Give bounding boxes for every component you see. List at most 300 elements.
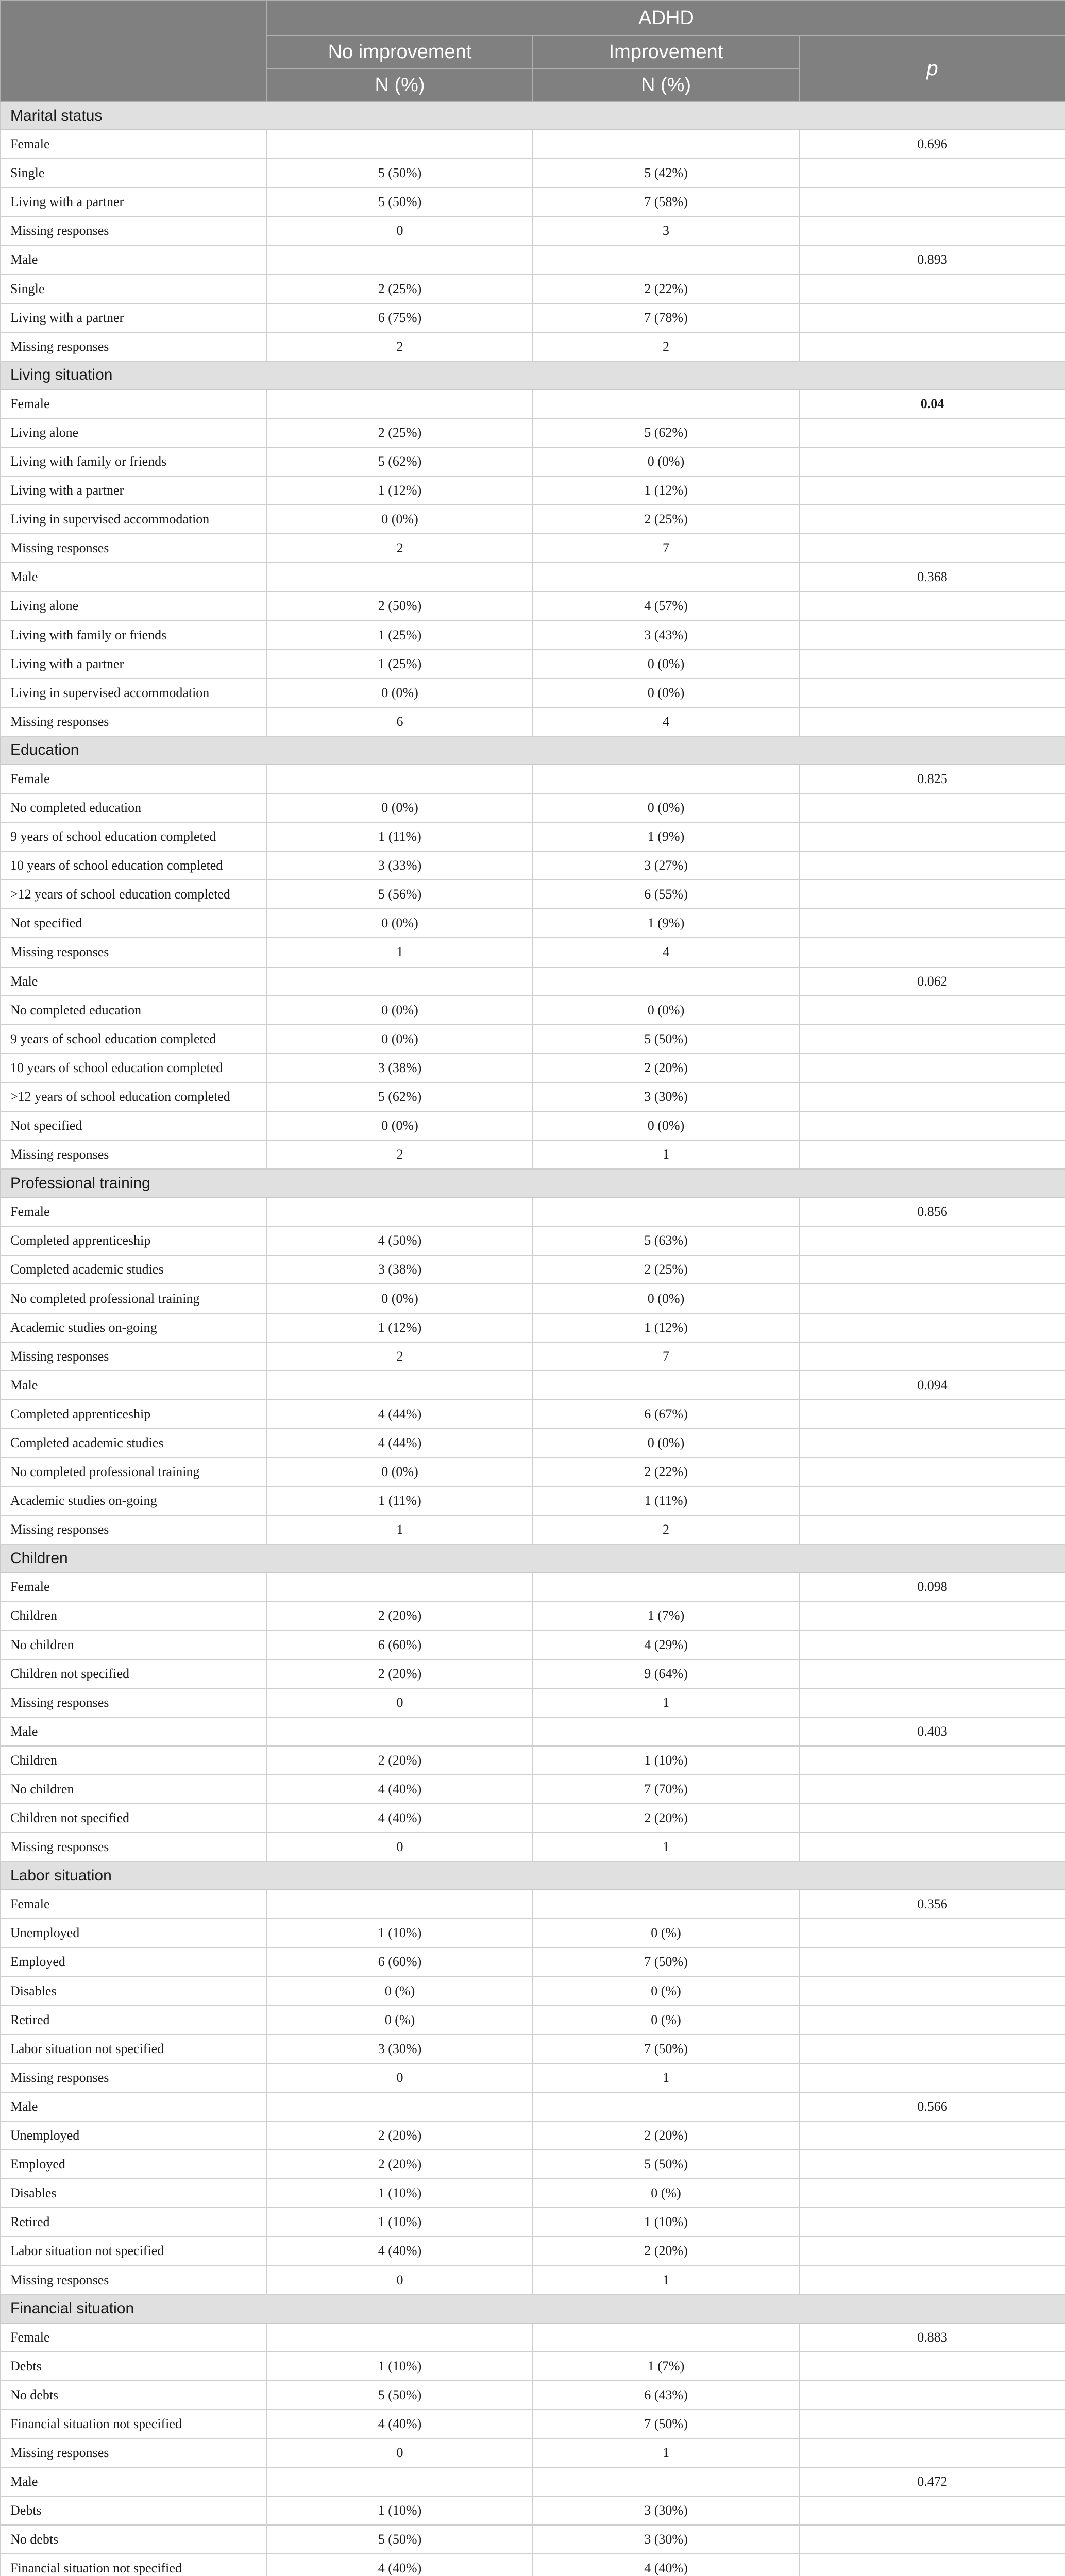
table-row: [1, 2208, 1065, 2236]
cell-p-value: 0.04: [799, 389, 1065, 418]
cell-improvement: 3 (30%): [533, 2525, 799, 2554]
cell-no-improvement: 5 (50%): [267, 2525, 533, 2554]
cell-improvement: 6 (43%): [533, 2381, 799, 2410]
section-title: Financial situation: [1, 2295, 1065, 2323]
cell-p-value: [799, 2121, 1065, 2150]
cell-improvement: 1 (12%): [533, 476, 799, 505]
cell-no-improvement: [267, 967, 533, 996]
row-label: Employed: [1, 2150, 267, 2179]
cell-p-value: [799, 216, 1065, 245]
cell-p-value: [799, 1255, 1065, 1284]
section-title: Education: [1, 736, 1065, 765]
table-row: [1, 1429, 1065, 1458]
table-row: [1, 1601, 1065, 1630]
row-label: Not specified: [1, 909, 267, 938]
table-row: [1, 2352, 1065, 2381]
row-label: Missing responses: [1, 1140, 267, 1169]
cell-improvement: 7 (58%): [533, 188, 799, 216]
table-row: [1, 130, 1065, 159]
cell-no-improvement: 0 (0%): [267, 909, 533, 938]
table-row: [1, 1631, 1065, 1659]
cell-improvement: 2: [533, 1515, 799, 1544]
cell-no-improvement: [267, 563, 533, 591]
cell-p-value: 0.696: [799, 130, 1065, 159]
cell-no-improvement: 5 (50%): [267, 188, 533, 216]
cell-no-improvement: 4 (40%): [267, 2554, 533, 2576]
section-title: Marital status: [1, 101, 1065, 130]
row-label: Completed academic studies: [1, 1429, 267, 1458]
cell-improvement: 0 (0%): [533, 1284, 799, 1313]
cell-no-improvement: 0 (0%): [267, 1111, 533, 1140]
cell-no-improvement: 1 (25%): [267, 621, 533, 650]
row-label: Female: [1, 1197, 267, 1226]
cell-p-value: [799, 1284, 1065, 1313]
cell-improvement: 2 (20%): [533, 2121, 799, 2150]
cell-no-improvement: 3 (33%): [267, 851, 533, 880]
cell-improvement: 1 (12%): [533, 1313, 799, 1342]
table-row: [1, 2265, 1065, 2294]
section-header-row: [1, 2295, 1065, 2323]
cell-p-value: [799, 332, 1065, 361]
table-row: [1, 1255, 1065, 1284]
cell-no-improvement: 1 (12%): [267, 1313, 533, 1342]
cell-no-improvement: 5 (50%): [267, 159, 533, 188]
row-label: Living in supervised accommodation: [1, 679, 267, 707]
cell-improvement: 0 (0%): [533, 793, 799, 822]
cell-p-value: 0.098: [799, 1572, 1065, 1601]
table-row: [1, 1717, 1065, 1746]
cell-improvement: 0 (%): [533, 2179, 799, 2208]
table-row: [1, 389, 1065, 418]
row-label: Academic studies on-going: [1, 1486, 267, 1515]
cell-p-value: 0.472: [799, 2467, 1065, 2496]
cell-p-value: [799, 621, 1065, 650]
cell-p-value: [799, 851, 1065, 880]
cell-p-value: [799, 1458, 1065, 1486]
cell-no-improvement: 1 (11%): [267, 1486, 533, 1515]
cell-no-improvement: 6 (75%): [267, 303, 533, 332]
table-row: [1, 159, 1065, 188]
cell-improvement: 5 (50%): [533, 2150, 799, 2179]
cell-no-improvement: 5 (62%): [267, 447, 533, 476]
table-row: [1, 1400, 1065, 1429]
row-label: Living with a partner: [1, 303, 267, 332]
table-row: [1, 996, 1065, 1025]
cell-improvement: 4 (29%): [533, 1631, 799, 1659]
cell-p-value: [799, 1025, 1065, 1054]
cell-improvement: 3 (30%): [533, 2496, 799, 2525]
row-label: Living with family or friends: [1, 447, 267, 476]
header-row-group: [1, 1, 1065, 36]
row-label: Completed apprenticeship: [1, 1226, 267, 1255]
cell-improvement: 4: [533, 938, 799, 967]
row-label: Unemployed: [1, 2121, 267, 2150]
cell-p-value: [799, 938, 1065, 967]
header-unit-no-improvement: N (%): [267, 69, 533, 101]
cell-p-value: [799, 909, 1065, 938]
cell-no-improvement: 0: [267, 1833, 533, 1861]
cell-p-value: [799, 1659, 1065, 1688]
cell-p-value: 0.856: [799, 1197, 1065, 1226]
cell-no-improvement: 1 (10%): [267, 2179, 533, 2208]
cell-no-improvement: 2 (25%): [267, 274, 533, 303]
row-label: No completed education: [1, 996, 267, 1025]
cell-p-value: [799, 1111, 1065, 1140]
cell-no-improvement: 1: [267, 1515, 533, 1544]
cell-no-improvement: 3 (38%): [267, 1255, 533, 1284]
cell-p-value: 0.368: [799, 563, 1065, 591]
cell-no-improvement: [267, 1890, 533, 1919]
cell-improvement: 0 (0%): [533, 996, 799, 1025]
row-label: Completed academic studies: [1, 1255, 267, 1284]
cell-p-value: [799, 2063, 1065, 2092]
section-title: Living situation: [1, 361, 1065, 389]
table-row: [1, 2006, 1065, 2035]
table-row: [1, 303, 1065, 332]
table-row: [1, 1775, 1065, 1804]
row-label: Financial situation not specified: [1, 2554, 267, 2576]
cell-p-value: [799, 2236, 1065, 2265]
row-label: Retired: [1, 2006, 267, 2035]
cell-improvement: [533, 1197, 799, 1226]
cell-improvement: 4: [533, 707, 799, 736]
cell-no-improvement: 1 (10%): [267, 1919, 533, 1947]
row-label: Living with a partner: [1, 650, 267, 679]
cell-improvement: [533, 2467, 799, 2496]
cell-no-improvement: 0 (0%): [267, 793, 533, 822]
table-header: [1, 1, 1065, 101]
cell-no-improvement: 0 (%): [267, 2006, 533, 2035]
row-label: Missing responses: [1, 2265, 267, 2294]
table-row: [1, 1054, 1065, 1082]
cell-no-improvement: 0 (0%): [267, 679, 533, 707]
header-blank-cell: [1, 1, 267, 101]
table-row: [1, 707, 1065, 736]
cell-improvement: 5 (62%): [533, 418, 799, 447]
row-label: Missing responses: [1, 332, 267, 361]
cell-improvement: 4 (57%): [533, 591, 799, 620]
row-label: Missing responses: [1, 938, 267, 967]
table-row: [1, 1977, 1065, 2006]
row-label: Missing responses: [1, 216, 267, 245]
row-label: Living with family or friends: [1, 621, 267, 650]
cell-improvement: 0 (%): [533, 1919, 799, 1947]
cell-p-value: [799, 650, 1065, 679]
table-row: [1, 2150, 1065, 2179]
table-row: [1, 2525, 1065, 2554]
cell-p-value: [799, 1919, 1065, 1947]
section-header-row: [1, 1861, 1065, 1890]
cell-improvement: 2 (20%): [533, 1054, 799, 1082]
row-label: No debts: [1, 2381, 267, 2410]
header-unit-improvement: N (%): [533, 69, 799, 101]
cell-p-value: [799, 880, 1065, 909]
cell-no-improvement: 2: [267, 1140, 533, 1169]
row-label: >12 years of school education completed: [1, 1082, 267, 1111]
table-row: [1, 2063, 1065, 2092]
row-label: Academic studies on-going: [1, 1313, 267, 1342]
cell-improvement: 5 (63%): [533, 1226, 799, 1255]
row-label: Children: [1, 1601, 267, 1630]
cell-p-value: [799, 1688, 1065, 1717]
table-row: [1, 1284, 1065, 1313]
cell-no-improvement: 2: [267, 1342, 533, 1371]
cell-improvement: 2 (20%): [533, 1804, 799, 1833]
cell-p-value: [799, 793, 1065, 822]
cell-p-value: 0.094: [799, 1371, 1065, 1400]
cell-p-value: [799, 2554, 1065, 2576]
cell-no-improvement: 2 (20%): [267, 2150, 533, 2179]
cell-improvement: 2 (25%): [533, 505, 799, 534]
row-label: 9 years of school education completed: [1, 1025, 267, 1054]
cell-improvement: 3 (30%): [533, 1082, 799, 1111]
cell-no-improvement: 4 (40%): [267, 1775, 533, 1804]
cell-improvement: 9 (64%): [533, 1659, 799, 1688]
cell-p-value: [799, 188, 1065, 216]
cell-p-value: [799, 1833, 1065, 1861]
cell-improvement: 3 (43%): [533, 621, 799, 650]
cell-p-value: 0.893: [799, 245, 1065, 274]
cell-no-improvement: 2 (25%): [267, 418, 533, 447]
cell-p-value: [799, 476, 1065, 505]
cell-improvement: 1 (9%): [533, 822, 799, 851]
row-label: 10 years of school education completed: [1, 851, 267, 880]
cell-p-value: [799, 2150, 1065, 2179]
cell-improvement: [533, 130, 799, 159]
row-label: Children: [1, 1746, 267, 1775]
table-row: [1, 1342, 1065, 1371]
row-label: Female: [1, 130, 267, 159]
table-row: [1, 765, 1065, 793]
table-row: [1, 418, 1065, 447]
table-row: [1, 1226, 1065, 1255]
row-label: Debts: [1, 2496, 267, 2525]
table-row: [1, 2092, 1065, 2121]
cell-no-improvement: [267, 1371, 533, 1400]
cell-p-value: [799, 1226, 1065, 1255]
table-row: [1, 1486, 1065, 1515]
cell-improvement: 5 (50%): [533, 1025, 799, 1054]
cell-no-improvement: 5 (62%): [267, 1082, 533, 1111]
cell-no-improvement: 0 (0%): [267, 1025, 533, 1054]
row-label: Debts: [1, 2352, 267, 2381]
table-row: [1, 447, 1065, 476]
cell-no-improvement: [267, 245, 533, 274]
cell-improvement: 5 (42%): [533, 159, 799, 188]
cell-no-improvement: 5 (56%): [267, 880, 533, 909]
cell-no-improvement: 2: [267, 332, 533, 361]
cell-improvement: 7 (78%): [533, 303, 799, 332]
cell-p-value: [799, 1947, 1065, 1976]
table-row: [1, 1947, 1065, 1976]
row-label: Single: [1, 274, 267, 303]
cell-no-improvement: 1 (10%): [267, 2208, 533, 2236]
table-row: [1, 1833, 1065, 1861]
cell-improvement: 7: [533, 1342, 799, 1371]
cell-no-improvement: 6 (60%): [267, 1631, 533, 1659]
row-label: Not specified: [1, 1111, 267, 1140]
cell-improvement: 1 (7%): [533, 2352, 799, 2381]
row-label: Living alone: [1, 418, 267, 447]
cell-improvement: 7: [533, 534, 799, 563]
cell-p-value: [799, 1429, 1065, 1458]
cell-no-improvement: [267, 2323, 533, 2352]
cell-improvement: 4 (40%): [533, 2554, 799, 2576]
row-label: 9 years of school education completed: [1, 822, 267, 851]
cell-p-value: [799, 591, 1065, 620]
row-label: No children: [1, 1775, 267, 1804]
cell-no-improvement: [267, 1197, 533, 1226]
cell-p-value: [799, 159, 1065, 188]
cell-p-value: [799, 1486, 1065, 1515]
table-row: [1, 1313, 1065, 1342]
table-row: [1, 2496, 1065, 2525]
cell-p-value: [799, 679, 1065, 707]
cell-p-value: [799, 1515, 1065, 1544]
cell-improvement: [533, 1572, 799, 1601]
row-label: Male: [1, 2092, 267, 2121]
cell-improvement: 1: [533, 1688, 799, 1717]
table-row: [1, 505, 1065, 534]
row-label: Missing responses: [1, 1688, 267, 1717]
row-label: Missing responses: [1, 2063, 267, 2092]
cell-p-value: [799, 1140, 1065, 1169]
cell-p-value: [799, 2035, 1065, 2063]
row-label: Male: [1, 563, 267, 591]
cell-improvement: [533, 389, 799, 418]
row-label: No debts: [1, 2525, 267, 2554]
row-label: Financial situation not specified: [1, 2410, 267, 2438]
cell-no-improvement: 1 (10%): [267, 2352, 533, 2381]
cell-p-value: [799, 505, 1065, 534]
cell-improvement: 0 (0%): [533, 1429, 799, 1458]
section-title: Professional training: [1, 1169, 1065, 1197]
table-row: [1, 2236, 1065, 2265]
cell-no-improvement: 3 (38%): [267, 1054, 533, 1082]
row-label: No completed professional training: [1, 1284, 267, 1313]
cell-no-improvement: [267, 2467, 533, 2496]
cell-p-value: 0.825: [799, 765, 1065, 793]
table-row: [1, 2179, 1065, 2208]
cell-no-improvement: [267, 389, 533, 418]
row-label: Female: [1, 1572, 267, 1601]
table-row: [1, 1371, 1065, 1400]
header-group-title: ADHD: [267, 1, 1065, 36]
cell-no-improvement: 4 (40%): [267, 2236, 533, 2265]
row-label: Living with a partner: [1, 476, 267, 505]
cell-no-improvement: 2 (20%): [267, 1601, 533, 1630]
cell-improvement: 1 (10%): [533, 1746, 799, 1775]
cell-improvement: 1: [533, 2438, 799, 2467]
table-row: [1, 1572, 1065, 1601]
row-label: Children not specified: [1, 1659, 267, 1688]
cell-no-improvement: [267, 765, 533, 793]
cell-no-improvement: 6 (60%): [267, 1947, 533, 1976]
row-label: Disables: [1, 2179, 267, 2208]
cell-improvement: 2 (22%): [533, 274, 799, 303]
cell-improvement: 1: [533, 1140, 799, 1169]
cell-no-improvement: [267, 1717, 533, 1746]
row-label: Female: [1, 1890, 267, 1919]
table-row: [1, 591, 1065, 620]
row-label: Retired: [1, 2208, 267, 2236]
row-label: Missing responses: [1, 534, 267, 563]
cell-no-improvement: 1 (11%): [267, 822, 533, 851]
cell-no-improvement: 5 (50%): [267, 2381, 533, 2410]
table-row: [1, 909, 1065, 938]
cell-p-value: [799, 1631, 1065, 1659]
table-row: [1, 1890, 1065, 1919]
cell-improvement: [533, 765, 799, 793]
cell-no-improvement: 4 (44%): [267, 1429, 533, 1458]
cell-improvement: [533, 1717, 799, 1746]
cell-improvement: 1: [533, 2265, 799, 2294]
cell-p-value: 0.883: [799, 2323, 1065, 2352]
table-row: [1, 2323, 1065, 2352]
section-title: Labor situation: [1, 1861, 1065, 1890]
row-label: Employed: [1, 1947, 267, 1976]
cell-no-improvement: 0: [267, 1688, 533, 1717]
row-label: Disables: [1, 1977, 267, 2006]
row-label: Female: [1, 765, 267, 793]
row-label: Male: [1, 2467, 267, 2496]
table-row: [1, 2035, 1065, 2063]
cell-no-improvement: 4 (40%): [267, 1804, 533, 1833]
table-row: [1, 880, 1065, 909]
cell-p-value: [799, 1400, 1065, 1429]
table-row: [1, 938, 1065, 967]
row-label: Male: [1, 1371, 267, 1400]
cell-improvement: 1: [533, 2063, 799, 2092]
cell-no-improvement: 3 (30%): [267, 2035, 533, 2063]
table-row: [1, 851, 1065, 880]
table-row: [1, 621, 1065, 650]
cell-improvement: [533, 2323, 799, 2352]
cell-no-improvement: 0: [267, 2265, 533, 2294]
cell-no-improvement: 0: [267, 2438, 533, 2467]
table-row: [1, 967, 1065, 996]
cell-improvement: [533, 563, 799, 591]
cell-p-value: [799, 2208, 1065, 2236]
cell-no-improvement: 4 (40%): [267, 2410, 533, 2438]
row-label: Labor situation not specified: [1, 2236, 267, 2265]
cell-p-value: 0.356: [799, 1890, 1065, 1919]
cell-p-value: [799, 2265, 1065, 2294]
cell-p-value: [799, 2496, 1065, 2525]
cell-no-improvement: 2 (20%): [267, 2121, 533, 2150]
cell-improvement: [533, 1890, 799, 1919]
cell-improvement: 1 (7%): [533, 1601, 799, 1630]
table-row: [1, 822, 1065, 851]
cell-improvement: 6 (55%): [533, 880, 799, 909]
table-row: [1, 332, 1065, 361]
cell-improvement: 0 (0%): [533, 1111, 799, 1140]
cell-improvement: 6 (67%): [533, 1400, 799, 1429]
cell-p-value: [799, 1977, 1065, 2006]
table-row: [1, 679, 1065, 707]
cell-p-value: 0.566: [799, 2092, 1065, 2121]
cell-no-improvement: 0 (0%): [267, 1458, 533, 1486]
header-p-value: p: [799, 36, 1065, 101]
cell-p-value: [799, 2006, 1065, 2035]
cell-p-value: [799, 1746, 1065, 1775]
cell-no-improvement: 2: [267, 534, 533, 563]
cell-improvement: 0 (0%): [533, 447, 799, 476]
cell-improvement: 2 (20%): [533, 2236, 799, 2265]
table-row: [1, 2438, 1065, 2467]
cell-no-improvement: [267, 2092, 533, 2121]
cell-improvement: 7 (50%): [533, 2035, 799, 2063]
